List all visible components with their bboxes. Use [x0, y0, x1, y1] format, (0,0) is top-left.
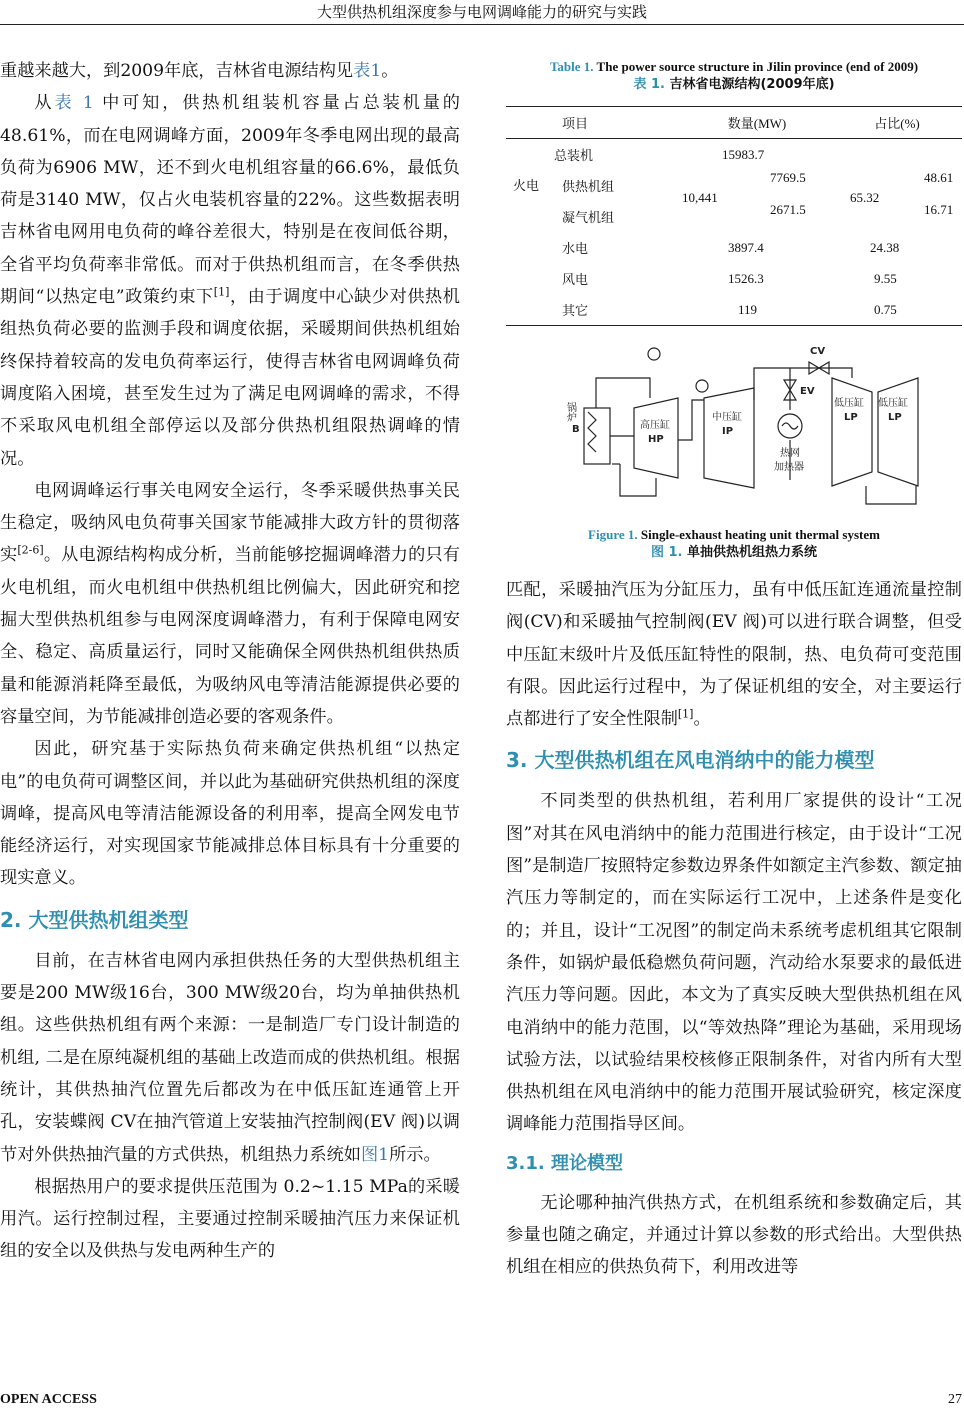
label-lp1: 低压缸 [834, 398, 864, 409]
data-table [506, 106, 962, 326]
text: ，由于调度中心缺少对供热机组热负荷必要的监测手段和调度依据，采暖期间供热机组始终保持着较高的发电负荷率运行，使得吉林省电网调峰负荷调度陷入困境，甚至发生过为了满足电网调峰的需求，不得不采取风电机组全部停运以及部分供热机组限热调峰的情况。 [0, 287, 460, 469]
text: 从 [34, 93, 55, 114]
pump-icon-1 [648, 348, 660, 360]
label-hp-en: HP [648, 434, 664, 445]
section-heading: 3. 大型供热机组在风电消纳中的能力模型 [506, 748, 875, 773]
cell: 24.38 [870, 239, 900, 255]
col-header: 占比(%) [874, 116, 920, 131]
ip-turbine-shape [704, 388, 754, 488]
table-row [506, 232, 962, 263]
pump-icon-2 [696, 380, 708, 392]
paragraph [0, 55, 460, 87]
lp-turbine-shape-2 [878, 378, 918, 486]
paragraph: 根据热用户的要求提供压范围为 0.2~1.15 MPa的采暖用汽。运行控制过程，主要通过控制采暖抽汽压力来保证机组的安全以及供热与发电两种生产的 [0, 1176, 460, 1262]
label-cv: CV [810, 346, 826, 357]
text: 重越来越大，到2009年底，吉林省电源结构见 [0, 61, 354, 81]
table-row [506, 263, 962, 294]
table-link[interactable]: 表 1 [54, 93, 94, 114]
label-ip-en: IP [722, 426, 734, 437]
label-heater-2: 加热器 [774, 462, 804, 473]
heater-wave [782, 423, 798, 429]
subsection-heading: 3.1. 理论模型 [506, 1152, 623, 1174]
running-title: 大型供热机组深度参与电网调峰能力的研究与实践 [316, 3, 647, 21]
label-lp2-en: LP [888, 412, 902, 423]
hp-exhaust-line [678, 400, 704, 440]
text: 目前，在吉林省电网内承担供热任务的大型供热机组主要是200 MW级16台，300 MW级20台，均为单抽供热机组。这些供热机组有两个来源：一是制造厂专门设计制造的机组, 二是在原纯凝机组的基础上改造而成的供热机组。根据统计，其供热抽汽位置先后都改为在中低压缸连通管上开孔，安装蝶阀 CV在抽汽管道上安装抽汽控制阀(EV 阀)以调节对外供热抽汽量的方式供热，机组热力系统如 [0, 950, 460, 1165]
right-column [506, 58, 962, 1284]
cell: 风电 [562, 272, 589, 287]
label-ev: EV [800, 386, 815, 397]
cell: 65.32 [850, 190, 880, 205]
table-row [506, 139, 962, 171]
cell: 9.55 [874, 270, 897, 286]
text: 。从电源结构构成分析，当前能够挖掘调峰潜力的只有火电机组，而火电机组中供热机组比例偏大，因此研究和挖掘大型供热机组参与电网深度调峰潜力，有利于保障电网安全、稳定、高质量运行，同时又能确保全网供热机组供热质量和能源消耗降至最低，为吸纳风电等清洁能源提供必要的容量空间，为节能减排创造必要的客观条件。 [0, 545, 460, 727]
table-caption [506, 58, 962, 94]
text: 。 [693, 709, 711, 730]
table-caption-text: The power source structure in Jilin province (end of 2009) [593, 59, 919, 74]
col-header: 数量(MW) [727, 116, 787, 131]
cell: 凝气机组 [562, 210, 615, 225]
table-row [506, 170, 962, 201]
boiler-shape [584, 408, 610, 464]
figure-caption-label: Figure 1. [588, 527, 638, 542]
paragraph [0, 87, 460, 475]
label-lp1-en: LP [844, 412, 858, 423]
cell: 其它 [562, 303, 589, 318]
cell: 10,441 [682, 190, 718, 205]
label-boiler: 锅炉 [564, 402, 576, 422]
paragraph: 因此，研究基于实际热负荷来确定供热机组“以热定电”的电负荷可调整区间，并以此为基础研究供热机组的深度调峰，提高风电等清洁能源设备的利用率，提高全网发电节能经济运行，对实现国家节能减排总体目标具有十分重要的现实意义。 [0, 739, 460, 889]
section-heading: 2. 大型供热机组类型 [0, 907, 189, 932]
label-lp2: 低压缸 [878, 398, 908, 409]
cell: 48.61 [924, 170, 954, 185]
page-number: 27 [948, 1392, 962, 1407]
page-header [0, 0, 964, 25]
cell: 供热机组 [562, 179, 615, 194]
figure-caption [506, 526, 962, 562]
table-row [506, 294, 962, 326]
citation[interactable]: [1] [677, 707, 694, 721]
cell: 水电 [562, 241, 589, 256]
boiler-coil [588, 412, 596, 452]
cell: 1526.3 [728, 270, 764, 286]
label-hp: 高压缸 [640, 420, 670, 431]
paragraph: 不同类型的供热机组，若利用厂家提供的设计“工况图”对其在风电消纳中的能力范围进行核定，由于设计“工况图”是制造厂按照特定参数边界条件如额定主汽参数、额定抽汽压力等制定的，而在实际运行工况中，上述条件是变化的；并且，设计“工况图”的制定尚未系统考虑机组其它限制条件，如锅炉最低稳燃负荷问题，汽动给水泵要求的最低进汽压力等问题。因此，本文为了真实反映大型供热机组在风电消纳中的能力范围，以“等效热降”理论为基础，采用现场试验方法，以试验结果校核修正限制条件，对省内所有大型供热机组在风电消纳中的能力范围开展试验研究，核定深度调峰能力范围指导区间。 [506, 791, 962, 1135]
table-link[interactable]: 表1 [353, 61, 382, 81]
cell: 16.71 [924, 202, 954, 217]
paragraph [506, 574, 962, 735]
text: 匹配，采暖抽汽压为分缸压力，虽有中低压缸连通流量控制阀(CV)和采暖抽气控制阀(EV 阀)可以进行联合调整，但受中压缸末级叶片及低压缸特性的限制，热、电负荷可变范围有限。因此运行过程中，为了保证机组的安全，对主要运行点都进行了安全性限制 [506, 580, 962, 730]
cell: 119 [738, 301, 758, 317]
citation[interactable]: [2-6] [17, 543, 44, 557]
figure-caption-label-cn: 图 1. [650, 545, 683, 560]
col-header: 项目 [562, 116, 589, 131]
lp-exhaust-line [866, 486, 916, 504]
text: 所示。 [389, 1144, 441, 1165]
text: 。 [381, 61, 399, 81]
cell: 总装机 [554, 148, 594, 163]
group-label: 火电 [512, 177, 539, 193]
paragraph [0, 945, 460, 1171]
cell: 0.75 [874, 301, 897, 317]
text: 电网调峰运行事关电网安全运行，冬季采暖供热事关民生稳定，吸纳风电负荷事关国家节能减排大政方针的贯彻落实 [0, 480, 460, 566]
table-caption-text-cn: 吉林省电源结构(2009年底) [664, 77, 835, 92]
cell: 2671.5 [770, 202, 806, 217]
figure-caption-text-cn: 单抽供热机组热力系统 [682, 545, 818, 560]
paragraph: 无论哪种抽汽供热方式，在机组系统和参数确定后，其参量也随之确定，并通过计算以参数的形式给出。大型供热机组在相应的供热负荷下，利用改进等 [506, 1192, 962, 1278]
citation[interactable]: [1] [213, 285, 230, 299]
cell: 7769.5 [770, 170, 806, 185]
open-access-label: OPEN ACCESS [0, 1392, 97, 1407]
cell: 15983.7 [722, 146, 765, 162]
page-footer [0, 1390, 964, 1412]
cell: 3897.4 [728, 239, 764, 255]
thermal-system-diagram [506, 340, 962, 518]
table-caption-label: Table 1. [549, 59, 594, 74]
label-ip: 中压缸 [712, 412, 742, 423]
text: 中可知，供热机组装机容量占总装机量的48.61%，而在电网调峰方面，2009年冬季电网出现的最高负荷为6906 MW，还不到火电机组容量的66.6%，最低负荷是3140 MW，仅占火电装机容量的22%。这些数据表明吉林省电网用电负荷的峰谷差很大，特别是在夜间低谷期，全省平均负荷率非常低。而对于供热机组而言，在冬季供热期间“以热定电”政策约束下 [0, 93, 460, 308]
label-boiler-b: B [572, 424, 580, 435]
paragraph [0, 475, 460, 733]
left-column [0, 55, 460, 1268]
figure-link[interactable]: 图1 [360, 1144, 390, 1165]
main-steam-line [596, 378, 650, 408]
lp-turbine-shape-1 [832, 378, 872, 486]
figure-caption-text: Single-exhaust heating unit thermal system [637, 527, 880, 542]
table-header-row [506, 107, 962, 139]
table-caption-label-cn: 表 1. [633, 77, 665, 92]
label-heater-1: 热网 [780, 448, 800, 459]
